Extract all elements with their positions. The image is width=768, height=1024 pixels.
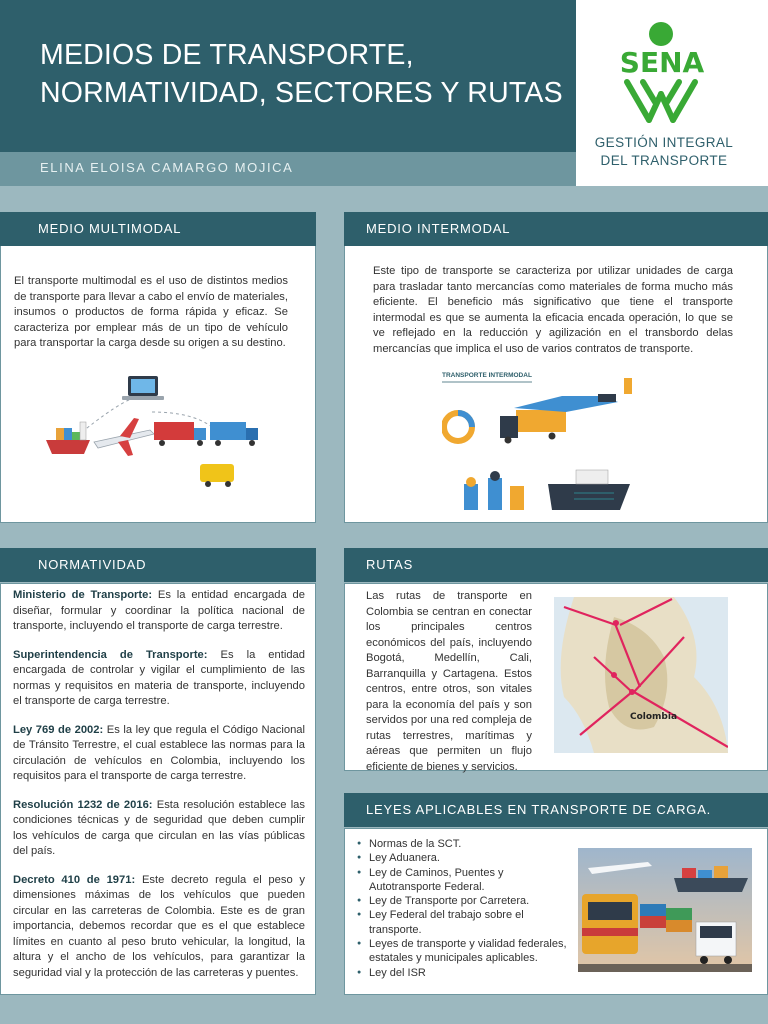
norma-text: Esta resolución establece las condiciones técnicas y de seguridad que deben cumplir los vehículos de carga que circulan en las vías públicas del país. xyxy=(13,798,305,857)
normatividad-list xyxy=(13,588,305,981)
bar-icon-1 xyxy=(464,484,478,510)
page-title xyxy=(40,36,570,112)
intermodal-heading: MEDIO INTERMODAL xyxy=(344,212,768,246)
leyes-list xyxy=(357,837,577,980)
norma-text: Es la ley que regula el Código Nacional de Tránsito Terrestre, el cual establece las normas para la circulación de vehículos en Colombia, incluyendo los requisitos para el transporte de carga terrestre. xyxy=(13,723,306,782)
map-label: Colombia xyxy=(630,712,678,722)
ley-item: ● Ley Federal del trabajo sobre el transporte. xyxy=(357,908,577,937)
norma-text: Es la entidad encargada de diseñar, formular y coordinar la política nacional de transporte, incluyendo el transporte de carga terrestre. xyxy=(13,589,306,632)
ley-item: ● Normas de la SCT. xyxy=(357,837,577,851)
airplane-icon xyxy=(94,418,154,456)
intermodal-truck-icon xyxy=(500,410,566,444)
norma-item xyxy=(13,873,305,982)
multimodal-illustration xyxy=(42,372,262,502)
sena-logo xyxy=(603,22,721,126)
title-line-1: MEDIOS DE TRANSPORTE, xyxy=(40,39,414,71)
photo-ship-icon xyxy=(674,878,748,892)
container-stack xyxy=(640,904,692,932)
norma-term: Ministerio de Transporte: xyxy=(13,589,153,601)
truck-icon-2 xyxy=(210,422,258,446)
norma-text: Este decreto regula el peso y dimensiones máximas de los vehículos que pueden circular en las carreteras de Colombia. Este es de gran importancia, debemos recordar que es el que establece límites en cuanto al peso bruto vehicular, la longitud, la altura y el ancho de los vehículos, para garantizar la seguridad vial y la protección de las carreteras y puentes. xyxy=(13,873,306,979)
ley-item: ● Ley Aduanera. xyxy=(357,851,577,865)
cargo-transport-photo xyxy=(578,848,752,972)
intermodal-text: Este tipo de transporte se caracteriza por utilizar unidades de carga para trasladar tanto mercancías como materiales de forma mucho más eficiente. El beneficio más significativo que tiene el transporte intermodal es que se aumenta la eficacia encada operación, lo que se ve reflejado en la reducción y agilización en el transbordo delas mercancías que implica el uso de varios contratos de transporte. xyxy=(373,265,733,355)
signal-icon xyxy=(624,378,632,394)
infographic-title: TRANSPORTE INTERMODAL xyxy=(442,372,532,379)
ley-item: ● Ley del ISR xyxy=(357,966,577,980)
bar-icon-3 xyxy=(510,486,524,510)
norma-term: Resolución 1232 de 2016: xyxy=(13,798,153,811)
truck-icon-1 xyxy=(154,422,206,446)
ship-icon-2 xyxy=(548,484,630,510)
norma-term: Superintendencia de Transporte: xyxy=(13,648,208,661)
van-icon xyxy=(200,464,234,487)
title-line-2: NORMATIVIDAD, SECTORES Y RUTAS xyxy=(40,77,563,109)
bar-icon-2 xyxy=(488,478,502,510)
logo-subtitle-line-1: GESTIÓN INTEGRAL xyxy=(594,135,734,150)
colombia-route-map xyxy=(554,597,728,753)
norma-term: Ley 769 de 2002: xyxy=(13,723,104,736)
locomotive-icon xyxy=(582,894,638,954)
intermodal-infographic xyxy=(442,372,642,516)
ley-item: ● Leyes de transporte y vialidad federales, estatales y municipales aplicables. xyxy=(357,937,577,966)
multimodal-text: El transporte multimodal es el uso de distintos medios de transporte para llevar a cabo el envío de materiales, insumos o productos de forma rápida y eficaz. Se caracteriza por emplear más de un tipo de vehículo para transportar la carga desde su origen a su destino. xyxy=(14,275,288,349)
author-bar xyxy=(0,152,576,186)
header-banner xyxy=(0,0,576,152)
multimodal-heading: MEDIO MULTIMODAL xyxy=(0,212,316,246)
norma-item xyxy=(13,648,305,710)
norma-item xyxy=(13,723,305,785)
norma-item xyxy=(13,588,305,635)
rutas-heading: RUTAS xyxy=(344,548,768,582)
ley-item: ● Ley de Transporte por Carretera. xyxy=(357,894,577,908)
author-name: ELINA ELOISA CAMARGO MOJICA xyxy=(40,160,294,175)
normatividad-heading: NORMATIVIDAD xyxy=(0,548,316,582)
ley-item: ● Ley de Caminos, Puentes y Autotransporte Federal. xyxy=(357,866,577,895)
logo-subtitle xyxy=(578,134,750,170)
ship-icon xyxy=(46,422,90,454)
norma-term: Decreto 410 de 1971: xyxy=(13,873,136,886)
rutas-text: Las rutas de transporte en Colombia se centran en conectar los principales centros económicos del país, incluyendo Bogotá, Medellín, Cali, Barranquilla y Cartagena. Estos centros, entre otros, son vitales para la economía del país y son servidos por una red compleja de rutas terrestres, marítimas y aéreas que permiten un flujo eficiente de bienes y servicios. xyxy=(366,590,532,773)
norma-text: Es la entidad encargada de controlar y vigilar el cumplimiento de las normas y requisitos en materia de transporte, incluyendo el transporte de carga terrestre. xyxy=(13,648,306,707)
sena-logo-text: SENA xyxy=(619,46,705,79)
logo-subtitle-line-2: DEL TRANSPORTE xyxy=(600,153,728,168)
leyes-heading: LEYES APLICABLES EN TRANSPORTE DE CARGA. xyxy=(344,793,768,827)
norma-item xyxy=(13,798,305,860)
